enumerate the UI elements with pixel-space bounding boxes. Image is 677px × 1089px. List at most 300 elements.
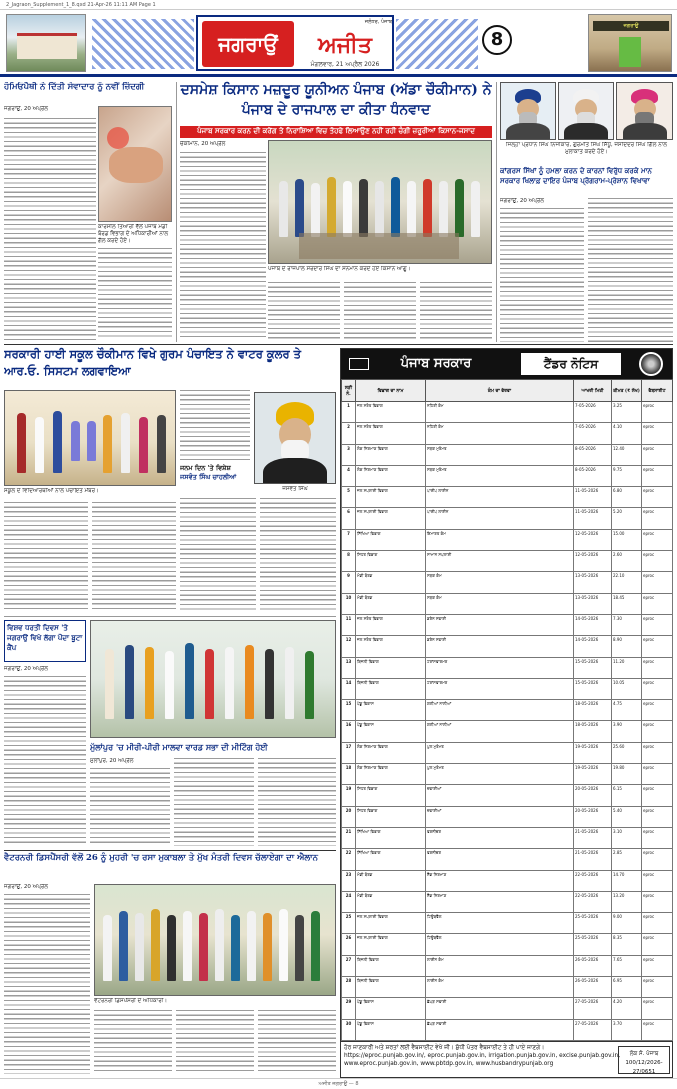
tender-cell-cost: 4.10 — [612, 423, 642, 444]
tender-cell-site: eproc — [642, 593, 673, 614]
article-earthday-body — [4, 676, 86, 846]
tender-cell-site: eproc — [642, 785, 673, 806]
tender-cell-date: 12-05-2026 — [574, 551, 612, 572]
col-header-no: ਲੜੀ ਨੰ. — [342, 380, 356, 402]
tender-cell-work: ਫਰਨੀਚਰ — [426, 827, 574, 848]
article-mullanpur-body-col3 — [258, 758, 336, 846]
article-kisan-union-caption: ਪੰਜਾਬ ਦੇ ਰਾਜਪਾਲ ਸਰਦਾਰ ਸਿੰਘ ਦਾ ਸਨਮਾਨ ਕਰਦੇ ਹੋਏ ਕਿਸਾਨ ਆਗੂ। — [268, 266, 411, 272]
tender-cell-no: 16 — [342, 721, 356, 742]
tender-cell-cost: 6.80 — [612, 487, 642, 508]
tender-footer-note: ਹੋਰ ਜਾਣਕਾਰੀ ਅਤੇ ਸ਼ਰਤਾਂ ਲਈ ਵੈਬਸਾਈਟ ਵੇਖੋ ਜੀ। ਸ਼ੁੱਧੀ ਪੱਤਰ ਵੈਬਸਾਈਟ ਤੇ ਹੀ ਪਾਏ ਜਾਣਗੇ। — [344, 1045, 545, 1051]
tender-cell-site: eproc — [642, 913, 673, 934]
article-kisan-union-headline-box — [180, 80, 492, 124]
tender-cell-cost: 5.20 — [612, 508, 642, 529]
tender-cell-no: 17 — [342, 742, 356, 763]
tender-cell-date: 8-05-2026 — [574, 465, 612, 486]
article-veterinary-body-col3 — [176, 1010, 254, 1074]
tender-cell-dept: ਮੰਡੀ ਬੋਰਡ — [356, 593, 426, 614]
tender-cell-no: 9 — [342, 572, 356, 593]
article-mullanpur-headline-box — [90, 740, 336, 756]
tender-cell-no: 6 — [342, 508, 356, 529]
tender-cell-dept: ਜਲ ਸਪਲਾਈ ਵਿਭਾਗ — [356, 487, 426, 508]
tender-cell-date: 19-05-2026 — [574, 764, 612, 785]
tender-cell-site: eproc — [642, 657, 673, 678]
masthead — [0, 11, 677, 77]
article-earthday-dateline: ਜਗਰਾਉਂ, 20 ਅਪ੍ਰੈਲ — [4, 666, 49, 672]
tender-row — [342, 955, 673, 976]
tender-cell-work: ਟਰਾਂਸਫਾਰਮਰ — [426, 678, 574, 699]
tender-cell-no: 10 — [342, 593, 356, 614]
tender-cell-no: 1 — [342, 402, 356, 423]
article-homeopathy-headline-box — [4, 82, 174, 104]
tender-cell-site: eproc — [642, 806, 673, 827]
tender-cell-dept: ਸਿੱਖਿਆ ਵਿਭਾਗ — [356, 849, 426, 870]
article-homeopathy-body — [4, 118, 96, 340]
article-veterinary-photo — [94, 884, 336, 996]
tender-cell-date: 26-05-2026 — [574, 955, 612, 976]
tender-cell-date: 15-05-2026 — [574, 657, 612, 678]
tender-cell-cost: 18.45 — [612, 593, 642, 614]
tender-cell-dept: ਬਿਜਲੀ ਵਿਭਾਗ — [356, 977, 426, 998]
tender-cell-no: 20 — [342, 806, 356, 827]
masthead-right-photo — [588, 14, 672, 72]
tender-cell-site: eproc — [642, 827, 673, 848]
tender-cell-site: eproc — [642, 529, 673, 550]
tender-cell-work: ਸ਼ੈੱਡ ਨਿਰਮਾਣ — [426, 891, 574, 912]
tender-cell-cost: 9.75 — [612, 465, 642, 486]
article-kisan-union-body-col3 — [344, 282, 416, 340]
tender-cell-cost: 11.20 — [612, 657, 642, 678]
tender-cell-dept: ਸਿੱਖਿਆ ਵਿਭਾਗ — [356, 827, 426, 848]
tender-cell-no: 13 — [342, 657, 356, 678]
tender-cell-date: 14-05-2026 — [574, 614, 612, 635]
tender-cell-cost: 12.40 — [612, 444, 642, 465]
article-homeopathy-body-2 — [98, 248, 172, 340]
tender-cell-site: eproc — [642, 764, 673, 785]
tender-cell-dept: ਲੋਕ ਨਿਰਮਾਣ ਵਿਭਾਗ — [356, 465, 426, 486]
tender-cell-cost: 6.95 — [612, 977, 642, 998]
article-congress-headline: ਕਾਂਗਰਸ ਸਿੱਖਾਂ ਨੂੰ ਹਮਲਾ ਕਰਨ ਦੇ ਕਾਰਨਾਂ ਵਿਰੁੱਧ ਕਰਕੇ ਮਾਨ ਸਰਕਾਰ ਖਿਲਾਫ਼ ਦਾਇਰ ਪੰਜਾਬ ਪ੍ਰੋਗਰਾਮ-ਪ੍ਰੇਸ਼ਾਨ ਵਿਖਾਵਾ — [500, 166, 652, 185]
tender-cell-no: 15 — [342, 700, 356, 721]
article-mullanpur-body-col2 — [174, 758, 254, 846]
tender-cell-no: 5 — [342, 487, 356, 508]
tender-cell-site: eproc — [642, 700, 673, 721]
article-homeopathy-photo — [98, 106, 172, 222]
masthead-pattern-right — [396, 19, 478, 69]
tender-cell-no: 11 — [342, 614, 356, 635]
tender-govt-label: ਪੰਜਾਬ ਸਰਕਾਰ — [400, 356, 472, 371]
tender-cell-site: eproc — [642, 423, 673, 444]
portrait-2 — [558, 82, 614, 140]
tender-cell-date: 15-05-2026 — [574, 678, 612, 699]
tender-cell-date: 19-05-2026 — [574, 742, 612, 763]
tender-cell-date: 21-05-2026 — [574, 827, 612, 848]
tender-cell-no: 18 — [342, 764, 356, 785]
tender-cell-dept: ਸਿਹਤ ਵਿਭਾਗ — [356, 785, 426, 806]
tender-cell-site: eproc — [642, 998, 673, 1019]
tender-cell-work: ਟਰਾਂਸਫਾਰਮਰ — [426, 657, 574, 678]
tender-cell-site: eproc — [642, 487, 673, 508]
tender-cell-dept: ਬਿਜਲੀ ਵਿਭਾਗ — [356, 657, 426, 678]
tender-row — [342, 593, 673, 614]
tender-cell-date: 13-05-2026 — [574, 572, 612, 593]
article-homeopathy-dateline: ਜਗਰਾਉਂ, 20 ਅਪ੍ਰੈਲ — [4, 106, 49, 112]
tender-cell-work: ਦਵਾਈਆਂ — [426, 785, 574, 806]
tender-header-box-icon — [349, 358, 369, 370]
tender-cell-work: ਇਮਾਰਤ ਕੰਮ — [426, 529, 574, 550]
tender-row — [342, 614, 673, 635]
tender-row — [342, 700, 673, 721]
tender-cell-no: 27 — [342, 955, 356, 976]
tender-cell-site: eproc — [642, 572, 673, 593]
tender-code-box — [618, 1046, 670, 1074]
article-kisan-union-body-col2 — [268, 282, 340, 340]
tender-cell-site: eproc — [642, 402, 673, 423]
tender-cell-dept: ਜਲ ਸਰੋਤ ਵਿਭਾਗ — [356, 402, 426, 423]
article-profile-caption: ਜਸਵੰਤ ਸਿੰਘ — [282, 486, 308, 492]
masthead-banner — [196, 15, 394, 71]
article-homeopathy-headline: ਹੋਮਿਓਪੈਥੀ ਨੇ ਦਿੱਤੀ ਸੇਵਾਦਾਰ ਨੂੰ ਨਵੀਂ ਜ਼ਿੰਦਗੀ — [4, 82, 145, 92]
tender-cell-dept: ਪੇਂਡੂ ਵਿਕਾਸ — [356, 998, 426, 1019]
tender-cell-site: eproc — [642, 1019, 673, 1040]
page-footer: ਅਜੀਤ ਜਗਰਾਉਂ — 8 — [0, 1078, 677, 1089]
article-profile-headline-box — [180, 464, 250, 494]
tender-cell-cost: 4.75 — [612, 700, 642, 721]
article-mullanpur-body-col1 — [90, 768, 170, 846]
tender-cell-dept: ਜਲ ਸਰੋਤ ਵਿਭਾਗ — [356, 423, 426, 444]
tender-table-body — [342, 402, 673, 1041]
tender-cell-site: eproc — [642, 849, 673, 870]
tender-cell-no: 26 — [342, 934, 356, 955]
tender-cell-no: 7 — [342, 529, 356, 550]
tender-cell-dept: ਲੋਕ ਨਿਰਮਾਣ ਵਿਭਾਗ — [356, 764, 426, 785]
tender-cell-dept: ਬਿਜਲੀ ਵਿਭਾਗ — [356, 678, 426, 699]
tender-row — [342, 636, 673, 657]
tender-cell-date: 20-05-2026 — [574, 806, 612, 827]
tender-cell-cost: 22.10 — [612, 572, 642, 593]
tender-cell-no: 14 — [342, 678, 356, 699]
article-mullanpur-headline: ਮੁੱਲਾਂਪੁਰ 'ਚ ਮੀਰੀ-ਪੀਰੀ ਮਾਲਵਾ ਵਾਰਡ ਸਭਾ ਦੀ ਮੀਟਿੰਗ ਹੋਈ — [90, 742, 268, 752]
tender-cell-work: ਟਿਊਬਵੈੱਲ — [426, 913, 574, 934]
article-kisan-union-dateline: ਚੌਕੀਮਾਨ, 20 ਅਪ੍ਰੈਲ — [180, 141, 226, 147]
tender-row — [342, 785, 673, 806]
tender-cell-work: ਲਾਈਨ ਕੰਮ — [426, 977, 574, 998]
tender-cell-dept: ਲੋਕ ਨਿਰਮਾਣ ਵਿਭਾਗ — [356, 444, 426, 465]
print-slug: 2_Jagraon_Supplement_1_8.qxd 21-Apr-26 11:11 AM Page 1 — [0, 0, 677, 10]
tender-cell-work: ਟਿਊਬਵੈੱਲ — [426, 934, 574, 955]
tender-cell-site: eproc — [642, 465, 673, 486]
tender-cell-dept: ਮੰਡੀ ਬੋਰਡ — [356, 891, 426, 912]
tender-cell-cost: 4.20 — [612, 998, 642, 1019]
tender-cell-no: 21 — [342, 827, 356, 848]
article-profile-photo — [254, 392, 336, 484]
article-veterinary-headline-box — [4, 852, 336, 882]
tender-cell-work: ਪੁਲ ਮੁਰੰਮਤ — [426, 742, 574, 763]
article-congress-body-col1 — [500, 208, 584, 342]
tender-cell-date: 25-05-2026 — [574, 913, 612, 934]
tender-cell-cost: 2.85 — [612, 849, 642, 870]
article-congress-body-col2 — [588, 198, 673, 342]
tender-cell-no: 22 — [342, 849, 356, 870]
tender-cell-dept: ਜਲ ਸਪਲਾਈ ਵਿਭਾਗ — [356, 934, 426, 955]
tender-cell-dept: ਲੋਕ ਨਿਰਮਾਣ ਵਿਭਾਗ — [356, 742, 426, 763]
tender-cell-cost: 14.70 — [612, 870, 642, 891]
tender-cell-no: 4 — [342, 465, 356, 486]
tender-cell-site: eproc — [642, 551, 673, 572]
tender-row — [342, 529, 673, 550]
tender-cell-no: 28 — [342, 977, 356, 998]
tender-cell-cost: 3.70 — [612, 1019, 642, 1040]
tender-cell-cost: 3.25 — [612, 402, 642, 423]
tender-cell-cost: 7.30 — [612, 614, 642, 635]
tender-code-label: ਲੋਕ ਸੰ. ਪੰਜਾਬ — [629, 1051, 659, 1057]
tender-cell-dept: ਜਲ ਸਪਲਾਈ ਵਿਭਾਗ — [356, 508, 426, 529]
tender-cell-site: eproc — [642, 721, 673, 742]
tender-row — [342, 508, 673, 529]
tender-cell-date: 18-05-2026 — [574, 721, 612, 742]
article-homeopathy-caption: ਕਾਰਸੀਲ ਤਿਆਰੀ ਵੱਲੋਂ ਪੰਜਾਬ ਮੰਡੀ ਬੋਰਡ ਵਿਭਾਗ ਦੇ ਅਧਿਕਾਰੀਆਂ ਨਾਲ ਗੱਲ ਕਰਦੇ ਹੋਏ। — [98, 224, 169, 244]
tender-cell-work: ਨਹਿਰੀ ਕੰਮ — [426, 423, 574, 444]
tender-cell-date: 26-05-2026 — [574, 977, 612, 998]
tender-cell-work: ਸੜਕ ਕੰਮ — [426, 572, 574, 593]
tender-header — [341, 349, 672, 379]
tender-cell-work: ਲਾਈਨ ਕੰਮ — [426, 955, 574, 976]
tender-row — [342, 487, 673, 508]
tender-row — [342, 423, 673, 444]
tender-cell-work: ਸੜਕ ਮੁਰੰਮਤ — [426, 444, 574, 465]
tender-cell-cost: 3.90 — [612, 721, 642, 742]
article-veterinary-body-col4 — [258, 1010, 336, 1074]
tender-cell-work: ਗਲੀਆਂ ਨਾਲੀਆਂ — [426, 721, 574, 742]
tender-cell-work: ਛੱਪੜ ਸਫਾਈ — [426, 998, 574, 1019]
tender-row — [342, 764, 673, 785]
tender-cell-site: eproc — [642, 870, 673, 891]
tender-cell-site: eproc — [642, 614, 673, 635]
tender-cell-dept: ਸਿਹਤ ਵਿਭਾਗ — [356, 551, 426, 572]
article-congress-caption: ਜਿਲ੍ਹਾ ਪ੍ਰਧਾਨ ਸਿੰਘ ਨਿਜੀਕਾਰ, ਗੁਰਮੀਤ ਸਿੰਘ ਸਿੱਧੂ, ਜਸਦਿੰਦਰ ਸਿੰਘ ਗਿੱਲ ਨਾਲ ਮੁਲਾਕਾਤ ਕਰਦੇ ਹੋਏ। — [506, 142, 667, 155]
tender-cell-cost: 25.60 — [612, 742, 642, 763]
tender-row — [342, 806, 673, 827]
tender-cell-date: 20-05-2026 — [574, 785, 612, 806]
tender-cell-dept: ਪੇਂਡੂ ਵਿਕਾਸ — [356, 1019, 426, 1040]
tender-cell-work: ਸਾਮਾਨ ਸਪਲਾਈ — [426, 551, 574, 572]
tender-cell-work: ਸੜਕ ਮੁਰੰਮਤ — [426, 465, 574, 486]
tender-cell-work: ਸ਼ੈੱਡ ਨਿਰਮਾਣ — [426, 870, 574, 891]
article-earthday-headline: ਵਿਸ਼ਵ ਧਰਤੀ ਦਿਵਸ 'ਤੇ ਜਗਰਾਉਂ ਵਿਖੇ ਲੱਗਾ ਪੌਦਾ ਬੂਟਾ ਕੈਂਪ — [7, 623, 83, 652]
tender-cell-dept: ਪੇਂਡੂ ਵਿਕਾਸ — [356, 721, 426, 742]
tender-row — [342, 551, 673, 572]
tender-cell-no: 3 — [342, 444, 356, 465]
article-earthday-photo — [90, 620, 336, 738]
tender-cell-no: 12 — [342, 636, 356, 657]
tender-cell-work: ਪੁਲ ਮੁਰੰਮਤ — [426, 764, 574, 785]
tender-table — [341, 379, 673, 1041]
tender-row — [342, 444, 673, 465]
tender-cell-date: 12-05-2026 — [574, 529, 612, 550]
tender-cell-work: ਡਰੇਨ ਸਫਾਈ — [426, 636, 574, 657]
tender-cell-cost: 8.35 — [612, 934, 642, 955]
article-earthday-headline-box — [4, 620, 86, 662]
article-veterinary-body-col1 — [4, 894, 90, 1074]
tender-cell-date: 8-05-2026 — [574, 444, 612, 465]
tender-cell-site: eproc — [642, 508, 673, 529]
tender-row — [342, 998, 673, 1019]
article-school-caption: ਸਕੂਲ ਦੇ ਵਿਦਿਆਰਥੀਆਂ ਨਾਲ ਪੰਚਾਇਤ ਮੈਂਬਰ। — [4, 488, 99, 494]
tender-cell-work: ਛੱਪੜ ਸਫਾਈ — [426, 1019, 574, 1040]
col-header-dept: ਵਿਭਾਗ ਦਾ ਨਾਮ — [356, 380, 426, 402]
tender-cell-site: eproc — [642, 742, 673, 763]
article-veterinary-body-col2 — [94, 1010, 172, 1074]
tender-cell-work: ਸੜਕ ਕੰਮ — [426, 593, 574, 614]
tender-cell-dept: ਮੰਡੀ ਬੋਰਡ — [356, 572, 426, 593]
tender-cell-no: 24 — [342, 891, 356, 912]
tender-cell-site: eproc — [642, 977, 673, 998]
article-veterinary-headline: ਵੈਟਰਨਰੀ ਡਿਸਪੈਂਸਰੀ ਵੱਲੋਂ 26 ਨੂੰ ਮੁਹਰੀ 'ਚ ਰਸਾ ਮੁਕਾਬਲਾ ਤੇ ਮੁੱਖ ਮੰਤਰੀ ਦਿਵਸ ਚੱਲਾਏਗਾ ਦਾ ਐਲਾਨ — [4, 853, 318, 863]
tender-cell-dept: ਸਿੱਖਿਆ ਵਿਭਾਗ — [356, 529, 426, 550]
tender-cell-no: 25 — [342, 913, 356, 934]
tender-footer-urls-2: www.eproc.punjab.gov.in, www.pbtdp.gov.in, www.husbandrypunjab.org — [344, 1061, 554, 1067]
article-profile-headline: ਜਸਵੰਤ ਸਿੰਘ ਚਾਹਲੀਆਂ — [180, 473, 237, 481]
tender-cell-site: eproc — [642, 444, 673, 465]
tender-row — [342, 827, 673, 848]
tender-cell-date: 22-05-2026 — [574, 870, 612, 891]
tender-row — [342, 657, 673, 678]
masthead-left-photo — [6, 14, 86, 72]
tender-cell-cost: 5.40 — [612, 806, 642, 827]
tender-code: 100/12/2026-27/0651 — [625, 1060, 663, 1075]
article-veterinary-caption: ਵੈਟਰਨਰੀ ਡਿਸਪੈਂਸਰੀ ਦੇ ਅਧਿਕਾਰੀ। — [94, 998, 168, 1004]
masthead-edition: ਜਲੰਧਰ, ਪੰਜਾਬ — [364, 19, 392, 25]
tender-cell-dept: ਜਲ ਸਰੋਤ ਵਿਭਾਗ — [356, 614, 426, 635]
article-school-headline-box — [4, 346, 336, 386]
tender-cell-cost: 10.05 — [612, 678, 642, 699]
article-congress-headline-box — [500, 166, 673, 196]
tender-row — [342, 913, 673, 934]
article-kisan-union-subhead: ਪੰਜਾਬ ਸਰਕਾਰ ਕਰਨ ਦੀ ਕਰੇਂਗ ਤੇ ਨਿਰਾਸ਼ਿਆ ਵਿਚ ਤੋਹਫੇ ਲਿਆਉਣ ਨਹੀਂ ਰਹੀ ਚੰਗੀ ਜ਼ਰੂਰੀਆਂ ਕਿਸਾਨ-ਜਸਾਦ — [180, 126, 492, 138]
tender-row — [342, 1019, 673, 1040]
tender-row — [342, 402, 673, 423]
tender-cell-cost: 2.60 — [612, 551, 642, 572]
article-profile-body-col3 — [260, 498, 336, 612]
col-header-cost: ਕੀਮਤ (₹ ਲੱਖ) — [612, 380, 642, 402]
tender-cell-cost: 6.15 — [612, 785, 642, 806]
tender-row — [342, 721, 673, 742]
tender-cell-date: 7-05-2026 — [574, 423, 612, 444]
col-header-work: ਕੰਮ ਦਾ ਵੇਰਵਾ — [426, 380, 574, 402]
tender-row — [342, 891, 673, 912]
article-profile-body-col2 — [180, 498, 256, 612]
tender-cell-date: 11-05-2026 — [574, 508, 612, 529]
tender-row — [342, 678, 673, 699]
article-kisan-union-body-col1 — [180, 152, 266, 340]
tender-cell-work: ਦਵਾਈਆਂ — [426, 806, 574, 827]
tender-row — [342, 572, 673, 593]
tender-table-header — [342, 380, 673, 402]
article-school-photo — [4, 390, 176, 486]
tender-cell-cost: 15.00 — [612, 529, 642, 550]
tender-cell-date: 14-05-2026 — [574, 636, 612, 657]
tender-footer-urls: https://eproc.punjab.gov.in/, eproc.punjab.gov.in, irrigation.punjab.gov.in, excise.punjab.gov.in, — [344, 1053, 621, 1059]
tender-cell-no: 29 — [342, 998, 356, 1019]
tender-cell-site: eproc — [642, 636, 673, 657]
tender-cell-date: 27-05-2026 — [574, 998, 612, 1019]
masthead-brand-logo: ਅਜੀਤ — [318, 32, 372, 58]
tender-cell-site: eproc — [642, 678, 673, 699]
tender-cell-site: eproc — [642, 934, 673, 955]
tender-cell-date: 22-05-2026 — [574, 891, 612, 912]
article-kisan-union-body-col4 — [420, 282, 492, 340]
tender-row — [342, 465, 673, 486]
tender-cell-dept: ਜਲ ਸਰੋਤ ਵਿਭਾਗ — [356, 636, 426, 657]
tender-cell-date: 13-05-2026 — [574, 593, 612, 614]
article-school-body-col1 — [4, 502, 88, 612]
article-school-headline: ਸਰਕਾਰੀ ਹਾਈ ਸਕੂਲ ਚੌਕੀਮਾਨ ਵਿਖੇ ਗੁਰਮ ਪੰਚਾਇਤ ਨੇ ਵਾਟਰ ਕੂਲਰ ਤੇ ਆਰ.ਓ. ਸਿਸਟਮ ਲਗਵਾਇਆ — [4, 347, 301, 378]
article-veterinary-dateline: ਜਗਰਾਉਂ, 20 ਅਪ੍ਰੈਲ — [4, 884, 49, 890]
tender-cell-dept: ਪੇਂਡੂ ਵਿਕਾਸ — [356, 700, 426, 721]
tender-cell-dept: ਜਲ ਸਪਲਾਈ ਵਿਭਾਗ — [356, 913, 426, 934]
article-school-body-col2 — [92, 502, 176, 612]
tender-cell-site: eproc — [642, 891, 673, 912]
tender-cell-date: 25-05-2026 — [574, 934, 612, 955]
tender-cell-work: ਪਾਈਪ ਲਾਈਨ — [426, 508, 574, 529]
tender-cell-work: ਗਲੀਆਂ ਨਾਲੀਆਂ — [426, 700, 574, 721]
portrait-3 — [616, 82, 673, 140]
tender-footer — [341, 1041, 672, 1078]
tender-cell-dept: ਮੰਡੀ ਬੋਰਡ — [356, 870, 426, 891]
tender-cell-date: 7-05-2026 — [574, 402, 612, 423]
tender-title: ਟੈਂਡਰ ਨੋਟਿਸ — [521, 353, 621, 375]
tender-cell-no: 2 — [342, 423, 356, 444]
masthead-pattern-left — [92, 19, 194, 69]
tender-cell-no: 23 — [342, 870, 356, 891]
tender-row — [342, 849, 673, 870]
article-mullanpur-dateline: ਮੁੱਲਾਂਪੁਰ, 20 ਅਪ੍ਰੈਲ — [90, 758, 134, 764]
tender-cell-work: ਪਾਈਪ ਲਾਈਨ — [426, 487, 574, 508]
tender-row — [342, 934, 673, 955]
tender-cell-cost: 7.65 — [612, 955, 642, 976]
tender-cell-dept: ਸਿਹਤ ਵਿਭਾਗ — [356, 806, 426, 827]
tender-cell-work: ਡਰੇਨ ਸਫਾਈ — [426, 614, 574, 635]
portrait-1 — [500, 82, 556, 140]
tender-cell-cost: 8.90 — [612, 636, 642, 657]
article-kisan-union-photo — [268, 140, 492, 264]
article-congress-dateline: ਜਗਰਾਉਂ, 20 ਅਪ੍ਰੈਲ — [500, 198, 545, 204]
tender-cell-date: 27-05-2026 — [574, 1019, 612, 1040]
tender-row — [342, 742, 673, 763]
punjab-emblem-icon — [639, 352, 663, 376]
article-profile-body-col1 — [180, 390, 250, 460]
tender-row — [342, 870, 673, 891]
tender-cell-work: ਫਰਨੀਚਰ — [426, 849, 574, 870]
article-kisan-union-headline: ਦਸਮੇਸ਼ ਕਿਸਾਨ ਮਜ਼ਦੂਰ ਯੂਨੀਅਨ ਪੰਜਾਬ (ਅੱਡਾ ਚੌਕੀਮਾਨ) ਨੇ ਪੰਜਾਬ ਦੇ ਰਾਜਪਾਲ ਦਾ ਕੀਤਾ ਧੰਨਵਾਦ — [180, 82, 492, 118]
tender-cell-work: ਨਹਿਰੀ ਕੰਮ — [426, 402, 574, 423]
tender-cell-no: 19 — [342, 785, 356, 806]
masthead-date: ਮੰਗਲਵਾਰ, 21 ਅਪ੍ਰੈਲ 2026 — [310, 61, 380, 68]
tender-cell-cost: 3.10 — [612, 827, 642, 848]
tender-row — [342, 977, 673, 998]
masthead-city-name: ਜਗਰਾਉਂ — [202, 21, 294, 67]
photo-signboard: ਜਗਰਾਉਂ — [593, 21, 669, 31]
tender-cell-date: 18-05-2026 — [574, 700, 612, 721]
col-header-date: ਆਖਰੀ ਮਿਤੀ — [574, 380, 612, 402]
tender-notice — [340, 348, 673, 1078]
tender-cell-date: 11-05-2026 — [574, 487, 612, 508]
tender-cell-dept: ਬਿਜਲੀ ਵਿਭਾਗ — [356, 955, 426, 976]
article-profile-subhead: ਜਨਮ ਦਿਨ 'ਤੇ ਵਿਸ਼ੇਸ਼ — [180, 464, 231, 472]
tender-cell-no: 30 — [342, 1019, 356, 1040]
page-number: 8 — [482, 25, 512, 55]
tender-cell-no: 8 — [342, 551, 356, 572]
